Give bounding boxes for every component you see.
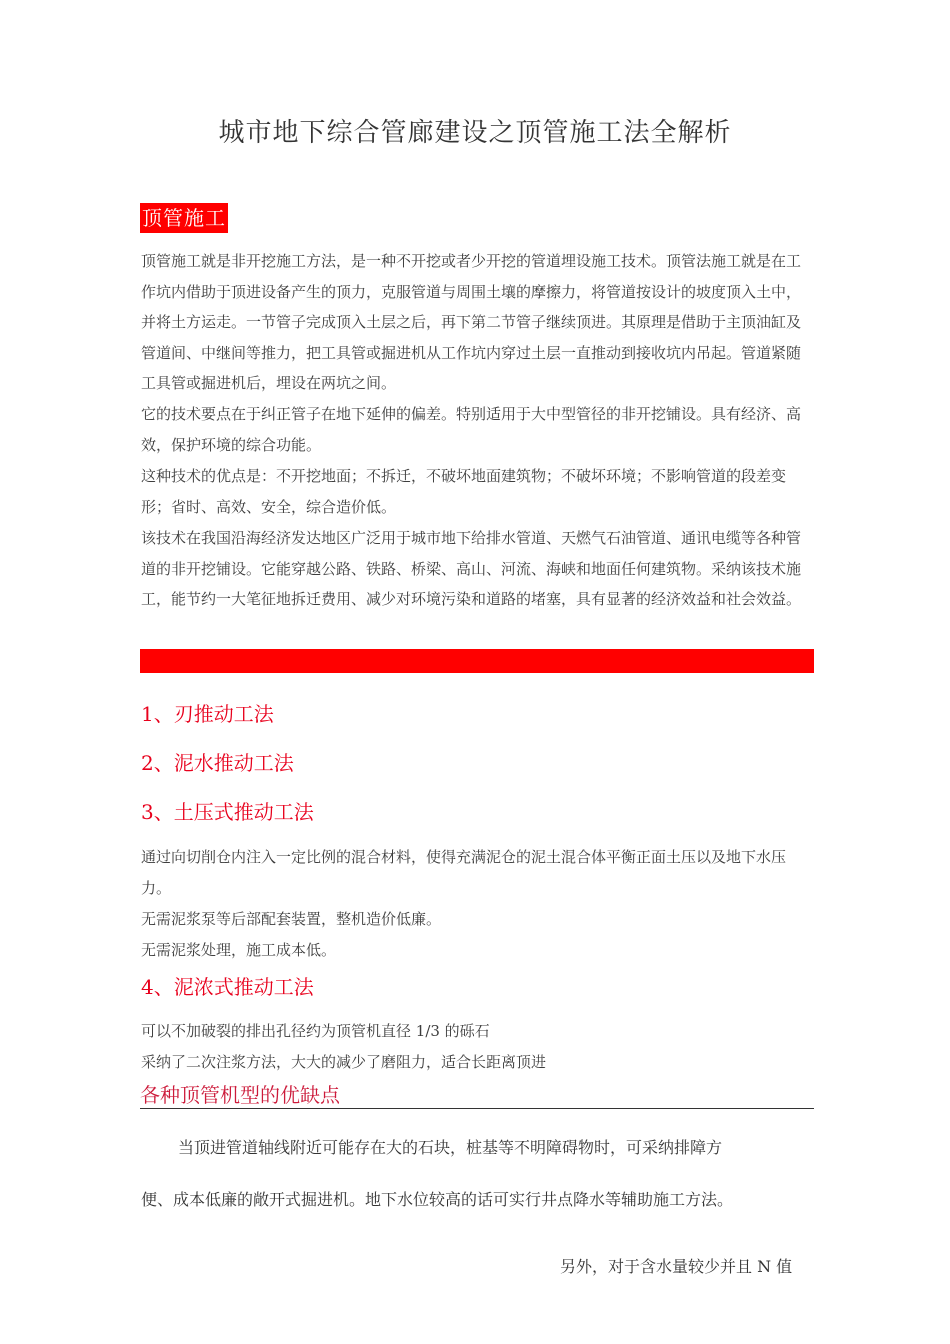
- section-tag: 顶管施工: [140, 203, 228, 233]
- method-4-text-2: 采纳了二次注浆方法，大大的减少了磨阻力，适合长距离顶进: [141, 1053, 547, 1071]
- intro-paragraph-3: 这种技术的优点是：不开挖地面；不拆迁，不破坏地面建筑物；不破坏环境；不影响管道的段差变形；省时、高效、安全，综合造价低。: [141, 467, 787, 516]
- subsection-heading: [140, 1083, 814, 1109]
- method-3-text-1: 通过向切削仓内注入一定比例的混合材料，使得充满泥仓的泥土混合体平衡正面土压以及地下水压力。: [141, 848, 787, 897]
- intro-paragraph-2: 它的技术要点在于纠正管子在地下延伸的偏差。特别适用于大中型管径的非开挖铺设。具有经济、高效，保护环境的综合功能。: [141, 405, 802, 454]
- method-heading-3: 3、土压式推动工法: [141, 800, 314, 824]
- red-divider-bar: [140, 649, 814, 673]
- subsection-paragraph-line-1: 当顶进管道轴线附近可能存在大的石块，桩基等不明障碍物时，可采纳排障方: [178, 1138, 723, 1157]
- subsection-paragraph-2-start: 另外，对于含水量较少并且 N 值: [560, 1257, 793, 1276]
- method-4-text-1: 可以不加破裂的排出孔径约为顶管机直径 1/3 的砾石: [141, 1022, 490, 1040]
- intro-paragraph-1: 顶管施工就是非开挖施工方法，是一种不开挖或者少开挖的管道埋设施工技术。顶管法施工就是在工作坑内借助于顶进设备产生的顶力，克服管道与周围土壤的摩擦力，将管道按设计的坡度顶入土中，并将土方运走。一节管子完成顶入土层之后，再下第二节管子继续顶进。其原理是借助于主顶油缸及管道间、中继间等推力，把工具管或掘进机从工作坑内穿过土层一直推动到接收坑内吊起。管道紧随工具管或掘进机后，埋设在两坑之间。: [141, 252, 802, 392]
- method-heading-4: 4、泥浓式推动工法: [141, 975, 314, 999]
- method-heading-1: 1、刃推动工法: [141, 702, 274, 726]
- method-3-text-2: 无需泥浆泵等后部配套装置，整机造价低廉。: [141, 910, 442, 928]
- intro-paragraph-4: 该技术在我国沿海经济发达地区广泛用于城市地下给排水管道、天燃气石油管道、通讯电缆等各种管道的非开挖铺设。它能穿越公路、铁路、桥梁、高山、河流、海峡和地面任何建筑物。采纳该技术施工，能节约一大笔征地拆迁费用、减少对环境污染和道路的堵塞，具有显著的经济效益和社会效益。: [141, 529, 802, 608]
- method-heading-2: 2、泥水推动工法: [141, 751, 294, 775]
- subsection-heading-text: 各种顶管机型的优缺点: [140, 1083, 340, 1107]
- subsection-paragraph-line-2: 便、成本低廉的敞开式掘进机。地下水位较高的话可实行井点降水等辅助施工方法。: [141, 1190, 734, 1209]
- page-title: 城市地下综合管廊建设之顶管施工法全解析: [218, 118, 732, 148]
- method-3-text-3: 无需泥浆处理，施工成本低。: [141, 941, 337, 959]
